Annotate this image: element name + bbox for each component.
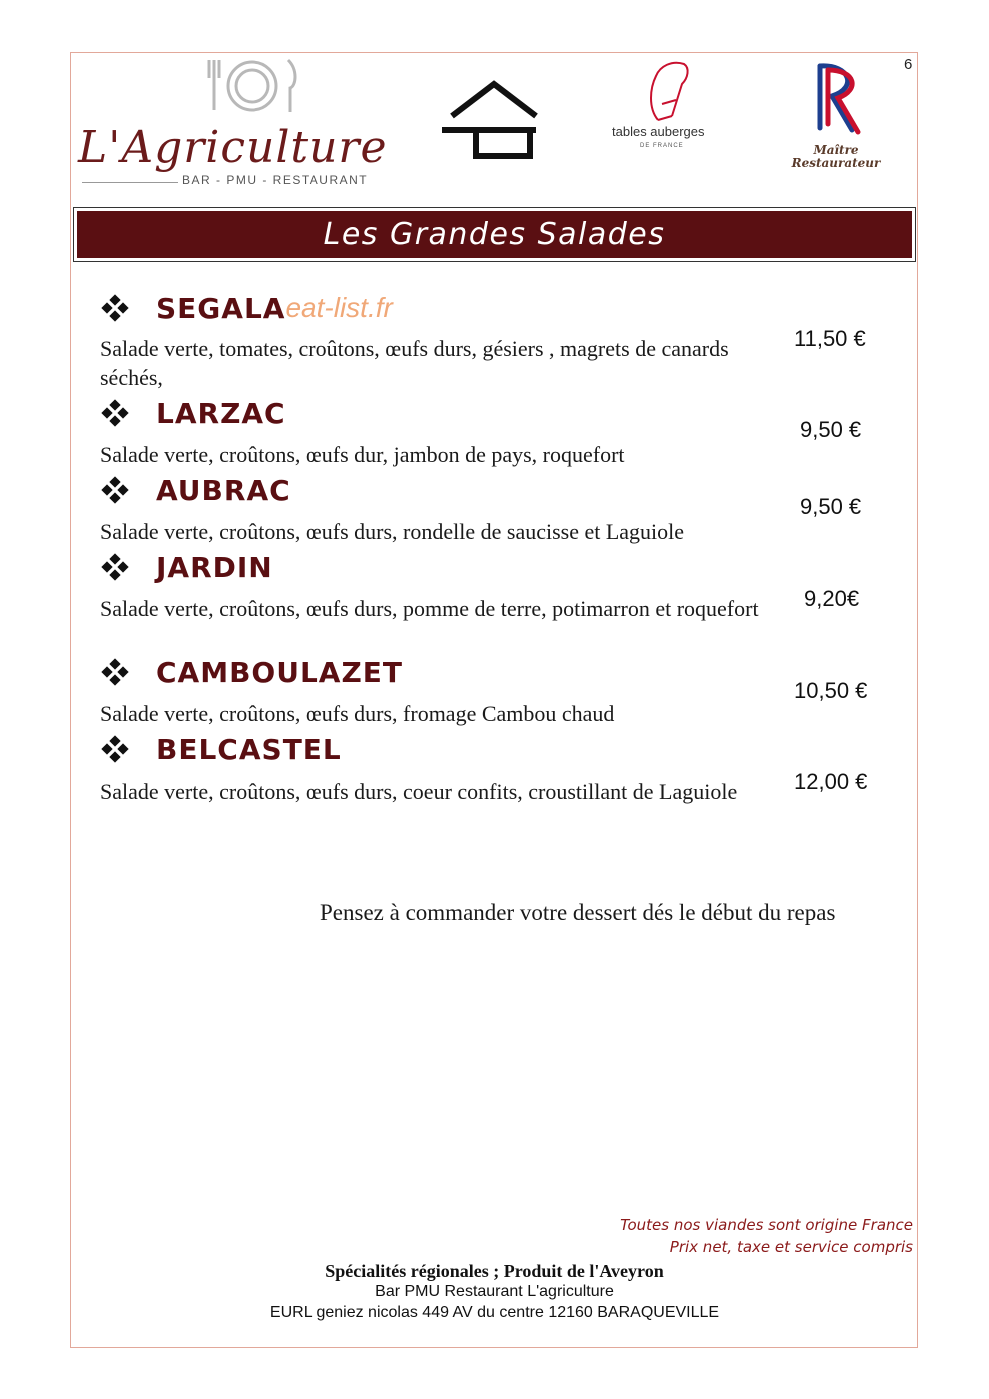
item-description: Salade verte, tomates, croûtons, œufs durs, gésiers , magrets de canards séchés, xyxy=(100,336,729,390)
maitre-restaurateur-r-icon xyxy=(780,58,890,142)
item-price: 9,20€ xyxy=(804,586,860,611)
watermark: eat-list.fr xyxy=(285,292,393,323)
diamond-bullet-icon xyxy=(102,659,128,685)
item-price: 12,00 € xyxy=(794,769,868,794)
item-price: 9,50 € xyxy=(800,494,862,519)
item-price: 10,50 € xyxy=(794,678,868,703)
item-description: Salade verte, croûtons, œufs durs, fromage Cambou chaud xyxy=(100,701,615,726)
title-banner xyxy=(73,207,916,262)
logo-subtitle: BAR - PMU - RESTAURANT xyxy=(182,173,369,187)
item-description: Salade verte, croûtons, œufs durs, pomme de terre, potimarron et roquefort xyxy=(100,596,759,621)
footer-specialties: Spécialités régionales ; Produit de l'Aveyron xyxy=(325,1261,664,1281)
maitre-restaurateur-logo xyxy=(780,58,890,178)
cutlery-icon xyxy=(206,56,298,116)
menu-item xyxy=(100,290,900,390)
item-name: AUBRAC xyxy=(156,473,291,507)
item-name: JARDIN xyxy=(156,550,273,584)
item-name: CAMBOULAZET xyxy=(156,655,404,689)
diamond-bullet-icon xyxy=(102,400,128,426)
maitre-line2: Restaurateur xyxy=(791,156,881,170)
item-description: Salade verte, croûtons, œufs durs, rondelle de saucisse et Laguiole xyxy=(100,519,685,544)
footer-name: Bar PMU Restaurant L'agriculture xyxy=(375,1283,614,1300)
house-logo-icon xyxy=(438,78,542,160)
logo-name: L'Agriculture xyxy=(78,122,388,173)
diamond-bullet-icon xyxy=(102,477,128,503)
item-name: SEGALA xyxy=(156,291,286,325)
item-name: LARZAC xyxy=(156,396,286,430)
menu-item xyxy=(100,654,900,726)
item-price: 9,50 € xyxy=(800,417,862,442)
origin-note: Toutes nos viandes sont origine France xyxy=(620,1216,913,1234)
footer-address: EURL geniez nicolas 449 AV du centre 12160 BARAQUEVILLE xyxy=(269,1304,720,1321)
logo-divider xyxy=(82,182,178,183)
menu-item xyxy=(100,549,900,621)
item-price: 11,50 € xyxy=(794,326,866,351)
dessert-reminder: Pensez à commander votre dessert dés le début du repas xyxy=(320,900,836,925)
price-note: Prix net, taxe et service compris xyxy=(669,1238,913,1256)
page-title: Les Grandes Salades xyxy=(323,217,666,252)
menu-item xyxy=(100,731,900,804)
item-name: BELCASTEL xyxy=(156,732,342,766)
diamond-bullet-icon xyxy=(102,295,128,321)
maitre-line1: Maître xyxy=(813,143,859,157)
tables-auberges-logo xyxy=(600,58,730,158)
title-band xyxy=(77,211,912,258)
page-number: 6 xyxy=(904,56,913,73)
menu-item xyxy=(100,395,900,467)
restaurant-logo xyxy=(78,56,388,191)
tables-auberges-sub: DE FRANCE xyxy=(640,143,684,149)
diamond-bullet-icon xyxy=(102,736,128,762)
maitre-restaurateur-text xyxy=(788,144,884,170)
chef-hat-icon xyxy=(600,58,730,128)
tables-auberges-text: tables auberges xyxy=(612,124,705,139)
item-description: Salade verte, croûtons, œufs dur, jambon de pays, roquefort xyxy=(100,442,625,467)
menu-item xyxy=(100,472,900,544)
item-description: Salade verte, croûtons, œufs durs, coeur confits, croustillant de Laguiole xyxy=(100,779,738,804)
diamond-bullet-icon xyxy=(102,554,128,580)
